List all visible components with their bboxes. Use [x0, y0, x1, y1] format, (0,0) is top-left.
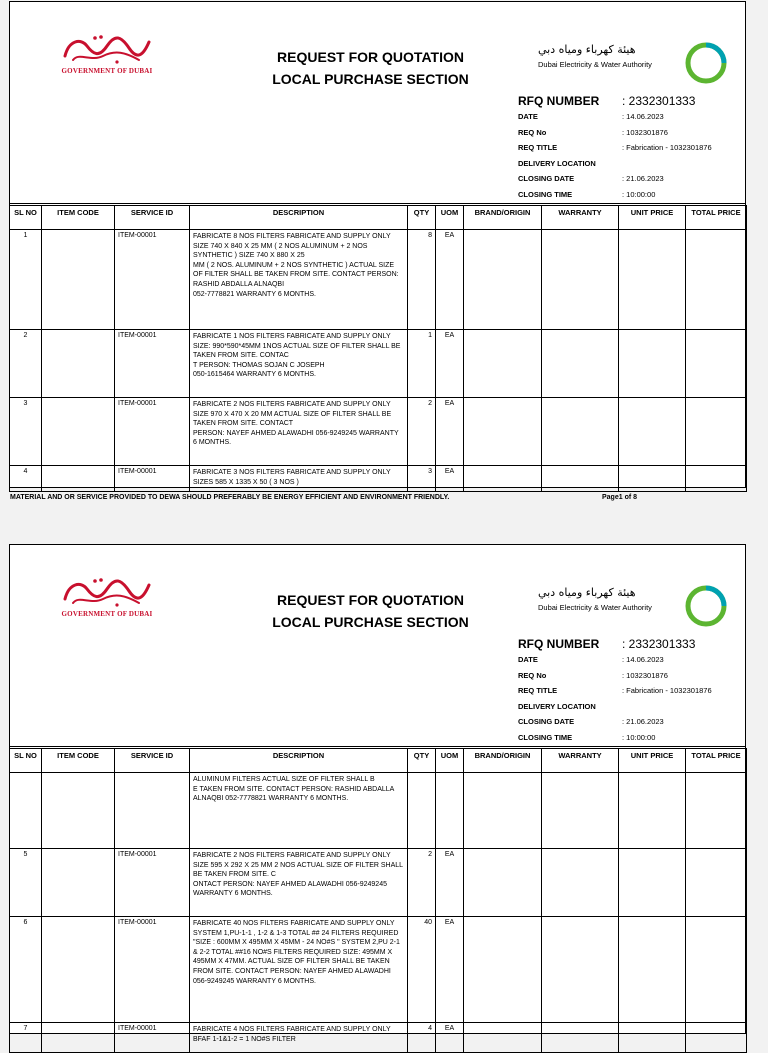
unit-price-cell	[619, 917, 686, 1023]
warranty-cell	[542, 330, 619, 398]
unit-price-cell	[619, 1023, 686, 1053]
req-title-label: REQ TITLE	[518, 686, 558, 695]
dewa-english-name: Dubai Electricity & Water Authority	[538, 60, 652, 69]
rfq-number-label: RFQ NUMBER	[518, 637, 600, 651]
col-uom: UOM	[436, 206, 464, 230]
warranty-cell	[542, 849, 619, 917]
sl-no-cell: 2	[10, 330, 42, 398]
closing-time-value: : 10:00:00	[622, 732, 656, 742]
col-total-price: TOTAL PRICE	[686, 749, 747, 773]
items-table	[9, 748, 747, 1053]
closing-time-value: : 10:00:00	[622, 189, 656, 199]
table-header-row	[10, 206, 747, 230]
description-cell: FABRICATE 8 NOS FILTERS FABRICATE AND SUPPLY ONLY SIZE 740 X 840 X 25 MM ( 2 NOS ALUMINUM + 2 NOS SYNTHETIC ) SIZE 740 X 880 X 25 MM ( 2 NOS. ALUMINUM + 2 NOS SYNTHETIC ) ACTUAL SIZE OF FILTER SHALL BE TAKEN FROM SITE. CONTACT PERSON: RASHID ABDALLA ALNAQBI 052-7778821 WARRANTY 6 MONTHS.	[190, 230, 408, 330]
sl-no-cell: 3	[10, 398, 42, 466]
date-value: : 14.06.2023	[622, 655, 664, 664]
government-name: GOVERNMENT OF DUBAI	[61, 610, 153, 618]
uom-cell: EA	[436, 466, 464, 492]
rfq-meta	[518, 94, 746, 205]
brand-origin-cell	[464, 849, 542, 917]
total-price-cell	[686, 849, 747, 917]
service-id-cell: ITEM-00001	[115, 849, 190, 917]
total-price-cell	[686, 398, 747, 466]
footer-note: MATERIAL AND OR SERVICE PROVIDED TO DEWA SHOULD PREFERABLY BE ENERGY EFFICIENT AND ENVIRONMENT FRIENDLY.	[10, 494, 450, 501]
service-id-cell: ITEM-00001	[115, 398, 190, 466]
sl-no-cell: 1	[10, 230, 42, 330]
table-row	[10, 849, 747, 917]
sl-no-cell: 4	[10, 466, 42, 492]
item-code-cell	[42, 330, 115, 398]
col-warranty: WARRANTY	[542, 749, 619, 773]
qty-cell: 2	[408, 849, 436, 917]
item-code-cell	[42, 398, 115, 466]
col-warranty: WARRANTY	[542, 206, 619, 230]
rfq-number-value: : 2332301333	[622, 94, 696, 108]
description-cell: ALUMINUM FILTERS ACTUAL SIZE OF FILTER SHALL B E TAKEN FROM SITE. CONTACT PERSON: RASHID ABDALLA ALNAQBI 052-7778821 WARRANTY 6 MONTHS.	[190, 773, 408, 849]
qty-cell: 2	[408, 398, 436, 466]
col-total-price: TOTAL PRICE	[686, 206, 747, 230]
delivery-location-label: DELIVERY LOCATION	[518, 701, 596, 711]
government-of-dubai-logo	[52, 32, 162, 75]
req-no-value: : 1032301876	[622, 127, 668, 137]
item-code-cell	[42, 466, 115, 492]
req-title-value: : Fabrication - 1032301876	[622, 143, 712, 152]
qty-cell: 4	[408, 1023, 436, 1053]
col-service-id: SERVICE ID	[115, 749, 190, 773]
col-sl-no: SL NO	[10, 749, 42, 773]
total-price-cell	[686, 230, 747, 330]
total-price-cell	[686, 917, 747, 1023]
req-no-label: REQ No	[518, 127, 547, 137]
page-number: Page1 of 8	[602, 494, 638, 501]
brand-origin-cell	[464, 330, 542, 398]
items-table	[9, 205, 747, 492]
item-code-cell	[42, 1023, 115, 1053]
rfq-page-2	[9, 544, 746, 1043]
col-qty: QTY	[408, 206, 436, 230]
document-title	[248, 46, 493, 90]
qty-cell: 1	[408, 330, 436, 398]
item-code-cell	[42, 773, 115, 849]
dewa-english-name: Dubai Electricity & Water Authority	[538, 603, 652, 612]
dewa-arabic-name: هيئة كهرباء ومياه دبي	[538, 43, 636, 56]
sl-no-cell: 7	[10, 1023, 42, 1053]
col-service-id: SERVICE ID	[115, 206, 190, 230]
page-header	[10, 545, 745, 747]
uom-cell: EA	[436, 230, 464, 330]
qty-cell: 3	[408, 466, 436, 492]
closing-time-label: CLOSING TIME	[518, 732, 573, 742]
brand-origin-cell	[464, 773, 542, 849]
government-name: GOVERNMENT OF DUBAI	[61, 67, 153, 75]
req-title-label: REQ TITLE	[518, 143, 558, 152]
col-qty: QTY	[408, 749, 436, 773]
gov-calligraphy-icon	[59, 575, 155, 609]
service-id-cell: ITEM-00001	[115, 1023, 190, 1053]
col-description: DESCRIPTION	[190, 749, 408, 773]
date-label: DATE	[518, 655, 538, 664]
uom-cell: EA	[436, 398, 464, 466]
total-price-cell	[686, 330, 747, 398]
unit-price-cell	[619, 330, 686, 398]
item-code-cell	[42, 230, 115, 330]
service-id-cell: ITEM-00001	[115, 330, 190, 398]
qty-cell: 8	[408, 230, 436, 330]
req-title-value: : Fabrication - 1032301876	[622, 686, 712, 695]
dewa-ring-icon	[683, 583, 729, 629]
description-cell: FABRICATE 2 NOS FILTERS FABRICATE AND SUPPLY ONLY SIZE 970 X 470 X 20 MM ACTUAL SIZE OF FILTER SHALL BE TAKEN FROM SITE. CONTACT PERSON: NAYEF AHMED ALAWADHI 056-9249245 WARRANTY 6 MONTHS.	[190, 398, 408, 466]
uom-cell: EA	[436, 330, 464, 398]
delivery-location-label: DELIVERY LOCATION	[518, 158, 596, 168]
closing-date-value: : 21.06.2023	[622, 174, 664, 183]
closing-date-label: CLOSING DATE	[518, 174, 575, 183]
uom-cell: EA	[436, 917, 464, 1023]
dewa-ring-icon	[683, 40, 729, 86]
warranty-cell	[542, 398, 619, 466]
col-item-code: ITEM CODE	[42, 206, 115, 230]
closing-date-label: CLOSING DATE	[518, 717, 575, 726]
sl-no-cell: 5	[10, 849, 42, 917]
warranty-cell	[542, 1023, 619, 1053]
qty-cell	[408, 773, 436, 849]
closing-time-label: CLOSING TIME	[518, 189, 573, 199]
service-id-cell: ITEM-00001	[115, 230, 190, 330]
dewa-logo	[535, 583, 735, 633]
col-sl-no: SL NO	[10, 206, 42, 230]
description-cell: FABRICATE 1 NOS FILTERS FABRICATE AND SUPPLY ONLY SIZE: 990*590*45MM 1NOS ACTUAL SIZE OF FILTER SHALL BE TAKEN FROM SITE. CONTAC T PERSON: THOMAS SOJAN C JOSEPH 050-1615464 WARRANTY 6 MONTHS.	[190, 330, 408, 398]
total-price-cell	[686, 466, 747, 492]
title-line-2: LOCAL PURCHASE SECTION	[272, 71, 469, 87]
service-id-cell: ITEM-00001	[115, 917, 190, 1023]
description-cell: FABRICATE 4 NOS FILTERS FABRICATE AND SUPPLY ONLY BFAF 1-1&1-2 = 1 NO#S FILTER	[190, 1023, 408, 1053]
document-title	[248, 589, 493, 633]
unit-price-cell	[619, 849, 686, 917]
title-line-2: LOCAL PURCHASE SECTION	[272, 614, 469, 630]
dewa-logo	[535, 40, 735, 90]
col-brand-origin: BRAND/ORIGIN	[464, 206, 542, 230]
item-code-cell	[42, 849, 115, 917]
table-row	[10, 773, 747, 849]
dewa-arabic-name: هيئة كهرباء ومياه دبي	[538, 586, 636, 599]
req-no-value: : 1032301876	[622, 670, 668, 680]
rfq-number-value: : 2332301333	[622, 637, 696, 651]
description-cell: FABRICATE 2 NOS FILTERS FABRICATE AND SUPPLY ONLY SIZE 595 X 292 X 25 MM 2 NOS ACTUAL SIZE OF FILTER SHALL BE TAKEN FROM SITE. C ONTACT PERSON: NAYEF AHMED ALAWADHI 056-9249245 WARRANTY 6 MONTHS.	[190, 849, 408, 917]
sl-no-cell	[10, 773, 42, 849]
qty-cell: 40	[408, 917, 436, 1023]
unit-price-cell	[619, 230, 686, 330]
gov-calligraphy-icon	[59, 32, 155, 66]
col-brand-origin: BRAND/ORIGIN	[464, 749, 542, 773]
service-id-cell	[115, 773, 190, 849]
date-label: DATE	[518, 112, 538, 121]
sl-no-cell: 6	[10, 917, 42, 1023]
title-line-1: REQUEST FOR QUOTATION	[277, 49, 464, 65]
closing-date-value: : 21.06.2023	[622, 717, 664, 726]
req-no-label: REQ No	[518, 670, 547, 680]
brand-origin-cell	[464, 917, 542, 1023]
service-id-cell: ITEM-00001	[115, 466, 190, 492]
government-of-dubai-logo	[52, 575, 162, 618]
col-uom: UOM	[436, 749, 464, 773]
warranty-cell	[542, 230, 619, 330]
table-row	[10, 230, 747, 330]
title-line-1: REQUEST FOR QUOTATION	[277, 592, 464, 608]
unit-price-cell	[619, 466, 686, 492]
table-header-row	[10, 749, 747, 773]
uom-cell: EA	[436, 849, 464, 917]
table-row	[10, 330, 747, 398]
table-row	[10, 398, 747, 466]
warranty-cell	[542, 466, 619, 492]
table-row	[10, 1023, 747, 1053]
page-header	[10, 2, 745, 204]
brand-origin-cell	[464, 466, 542, 492]
table-row	[10, 917, 747, 1023]
total-price-cell	[686, 773, 747, 849]
unit-price-cell	[619, 398, 686, 466]
rfq-meta	[518, 637, 746, 748]
description-cell: FABRICATE 40 NOS FILTERS FABRICATE AND SUPPLY ONLY SYSTEM 1,PU-1-1 , 1-2 & 1-3 TOTAL ## 24 FILTERS REQUIRED "SIZE : 600MM X 495MM X 45MM - 24 NO#S " SYSTEM 2,PU 2-1 & 2-2 TOTAL ##16 NO#S FILTERS REQUIRED SIZE: 495MM X 495MM X 47MM. ACTUAL SIZE OF FILTER SHALL BE TAKEN FROM SITE. CONTACT PERSON: NAYEF AHMED ALAWADHI 056-9249245 WARRANTY 6 MONTHS.	[190, 917, 408, 1023]
col-unit-price: UNIT PRICE	[619, 206, 686, 230]
uom-cell: EA	[436, 1023, 464, 1053]
item-code-cell	[42, 917, 115, 1023]
table-row	[10, 466, 747, 492]
col-item-code: ITEM CODE	[42, 749, 115, 773]
brand-origin-cell	[464, 230, 542, 330]
warranty-cell	[542, 917, 619, 1023]
rfq-number-label: RFQ NUMBER	[518, 94, 600, 108]
brand-origin-cell	[464, 1023, 542, 1053]
footer-note-row	[10, 494, 745, 501]
col-description: DESCRIPTION	[190, 206, 408, 230]
date-value: : 14.06.2023	[622, 112, 664, 121]
uom-cell	[436, 773, 464, 849]
warranty-cell	[542, 773, 619, 849]
total-price-cell	[686, 1023, 747, 1053]
brand-origin-cell	[464, 398, 542, 466]
unit-price-cell	[619, 773, 686, 849]
description-cell: FABRICATE 3 NOS FILTERS FABRICATE AND SUPPLY ONLY SIZES 585 X 1335 X 50 ( 3 NOS )	[190, 466, 408, 492]
col-unit-price: UNIT PRICE	[619, 749, 686, 773]
rfq-page-1	[9, 1, 746, 488]
